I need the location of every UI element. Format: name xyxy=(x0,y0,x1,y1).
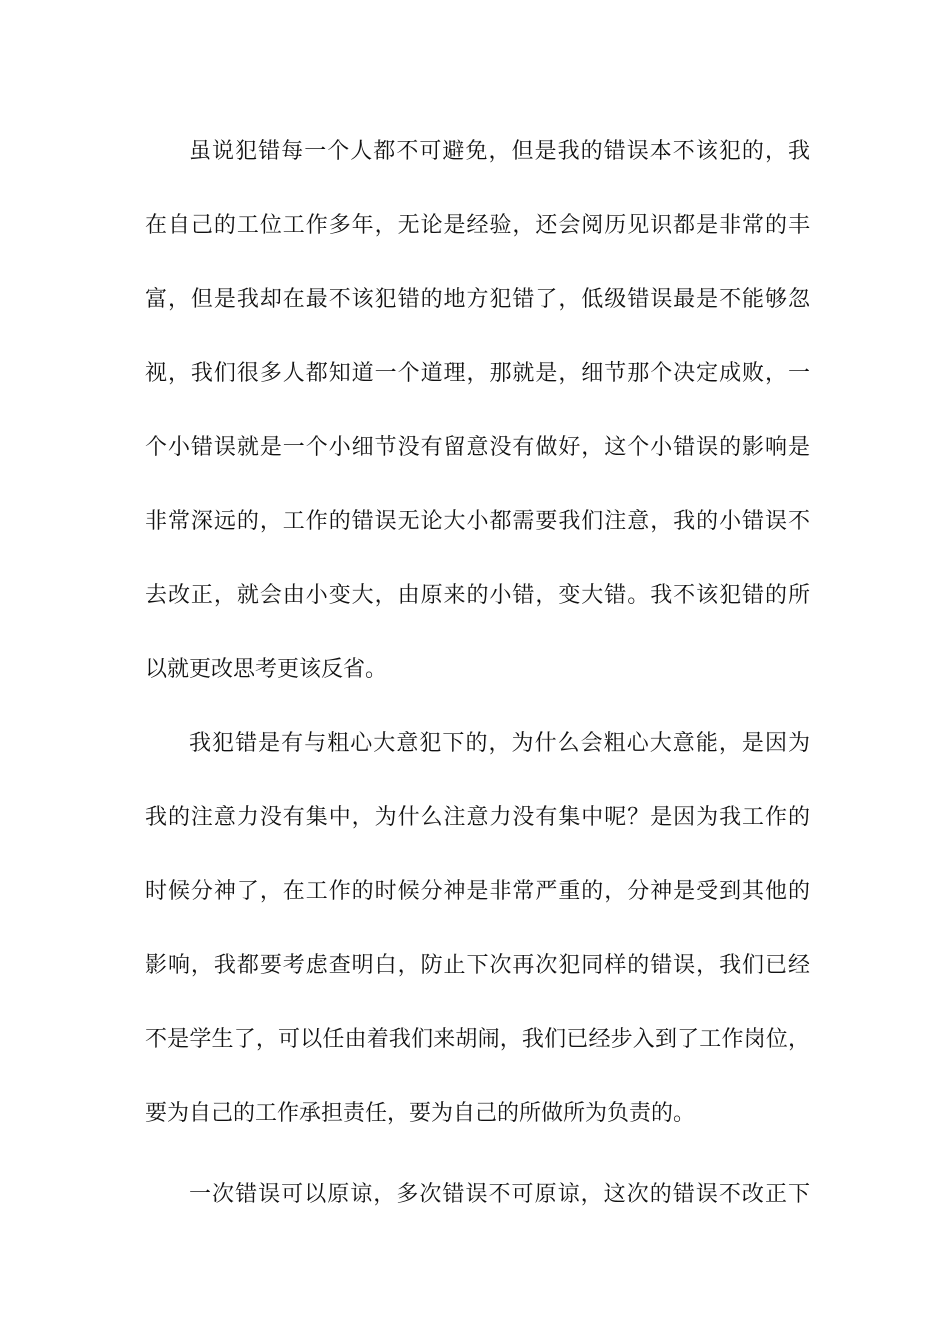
paragraph-1-line-4: 视，我们很多人都知道一个道理，那就是，细节那个决定成败，一 xyxy=(145,361,810,386)
paragraph-2-line-1: 我犯错是有与粗心大意犯下的，为什么会粗心大意能，是因为 xyxy=(189,731,810,756)
paragraph-1-line-6: 非常深远的，工作的错误无论大小都需要我们注意，我的小错误不 xyxy=(145,509,810,534)
paragraph-2-line-6: 要为自己的工作承担责任，要为自己的所做所为负责的。 xyxy=(145,1101,696,1126)
paragraph-3-line-1: 一次错误可以原谅，多次错误不可原谅，这次的错误不改正下 xyxy=(189,1182,810,1207)
paragraph-1-line-1: 虽说犯错每一个人都不可避免，但是我的错误本不该犯的，我 xyxy=(189,139,810,164)
paragraph-2-line-4: 影响，我都要考虑查明白，防止下次再次犯同样的错误，我们已经 xyxy=(145,953,810,978)
paragraph-2-line-2: 我的注意力没有集中，为什么注意力没有集中呢？是因为我工作的 xyxy=(145,805,810,830)
paragraph-1-line-5: 个小错误就是一个小细节没有留意没有做好，这个小错误的影响是 xyxy=(145,435,810,460)
paragraph-1-line-3: 富，但是我却在最不该犯错的地方犯错了，低级错误最是不能够忽 xyxy=(145,287,810,312)
paragraph-2-line-5: 不是学生了，可以任由着我们来胡闹，我们已经步入到了工作岗位， xyxy=(145,1027,810,1052)
paragraph-1-line-7: 去改正，就会由小变大，由原来的小错，变大错。我不该犯错的所 xyxy=(145,583,810,608)
paragraph-1-line-8: 以就更改思考更该反省。 xyxy=(145,657,388,682)
paragraph-2-line-3: 时候分神了，在工作的时候分神是非常严重的，分神是受到其他的 xyxy=(145,879,810,904)
paragraph-1-line-2: 在自己的工位工作多年，无论是经验，还会阅历见识都是非常的丰 xyxy=(145,213,810,238)
